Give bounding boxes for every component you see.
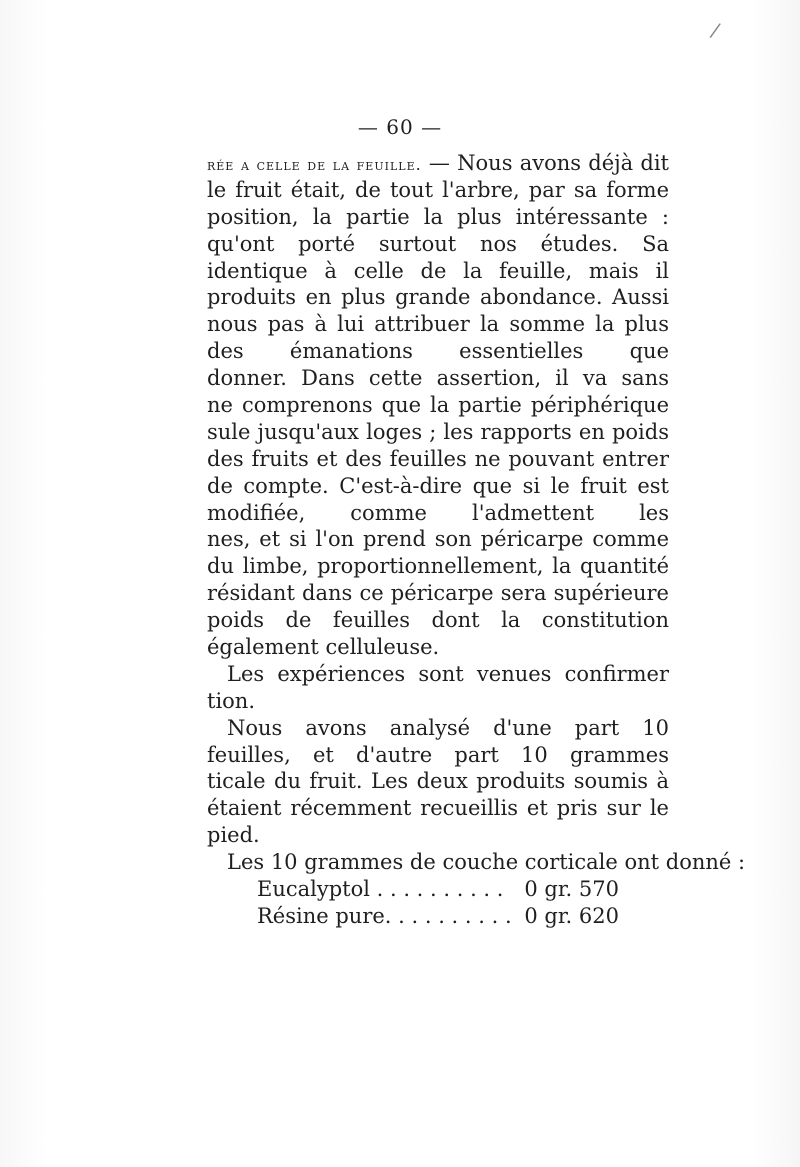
text-line: tion. — [207, 688, 255, 713]
text-line: le fruit était, de tout l'arbre, par sa forme — [207, 177, 669, 202]
text-line: produits en plus grande abondance. Aussi — [207, 285, 669, 310]
text-line: résidant dans ce péricarpe sera supérieure — [207, 581, 669, 606]
text-line: nes, et si l'on prend son péricarpe comme — [207, 527, 669, 552]
text-line: des émanations essentielles que — [207, 339, 669, 364]
result-name: Eucalyptol . . . . . . . . . . — [257, 877, 504, 902]
text-line: modifiée, comme l'admettent les — [207, 500, 669, 525]
result-row — [207, 903, 619, 930]
text-line: identique à celle de la feuille, mais il — [207, 258, 669, 283]
text-line: Les expériences sont venues confirmer — [227, 661, 669, 686]
corner-pencil-mark: / — [708, 17, 723, 43]
text-line: également celluleuse. — [207, 635, 440, 660]
text-line: ne comprenons que la partie périphérique — [207, 393, 669, 418]
text-line: Nous avons analysé d'une part 10 — [227, 715, 669, 740]
result-value: 0 gr. 620 — [524, 903, 619, 928]
text-line: donner. Dans cette assertion, il va sans — [207, 366, 669, 391]
text-line: du limbe, proportionnellement, la quantité — [207, 554, 669, 579]
page-number: — 60 — — [357, 115, 443, 139]
text-line: feuilles, et d'autre part 10 grammes — [207, 742, 669, 767]
text-line: ticale du fruit. Les deux produits soumis à — [207, 769, 669, 794]
text-line: de compte. C'est-à-dire que si le fruit est — [207, 473, 669, 498]
result-row — [207, 876, 619, 903]
text-line: étaient récemment recueillis et pris sur le — [207, 796, 669, 821]
text-line: qu'ont porté surtout nos études. Sa — [207, 231, 669, 256]
text-line: position, la partie la plus intéressante : — [207, 204, 669, 229]
text-line: rée a celle de la feuille. — Nous avons déjà dit — [207, 151, 669, 175]
section-heading: rée a celle de la feuille. — [207, 155, 422, 174]
text-line: pied. — [207, 823, 260, 848]
text-line: Les 10 grammes de couche corticale ont donné : — [227, 850, 746, 875]
body-text — [207, 150, 746, 930]
text-line: nous pas à lui attribuer la somme la plus — [207, 312, 669, 337]
result-value: 0 gr. 570 — [524, 877, 619, 902]
text-line: sule jusqu'aux loges ; les rapports en poids — [207, 419, 669, 444]
text-line: poids de feuilles dont la constitution — [207, 608, 669, 633]
text-line: des fruits et des feuilles ne pouvant entrer — [207, 446, 669, 471]
result-name: Résine pure. . . . . . . . . . — [257, 903, 512, 928]
